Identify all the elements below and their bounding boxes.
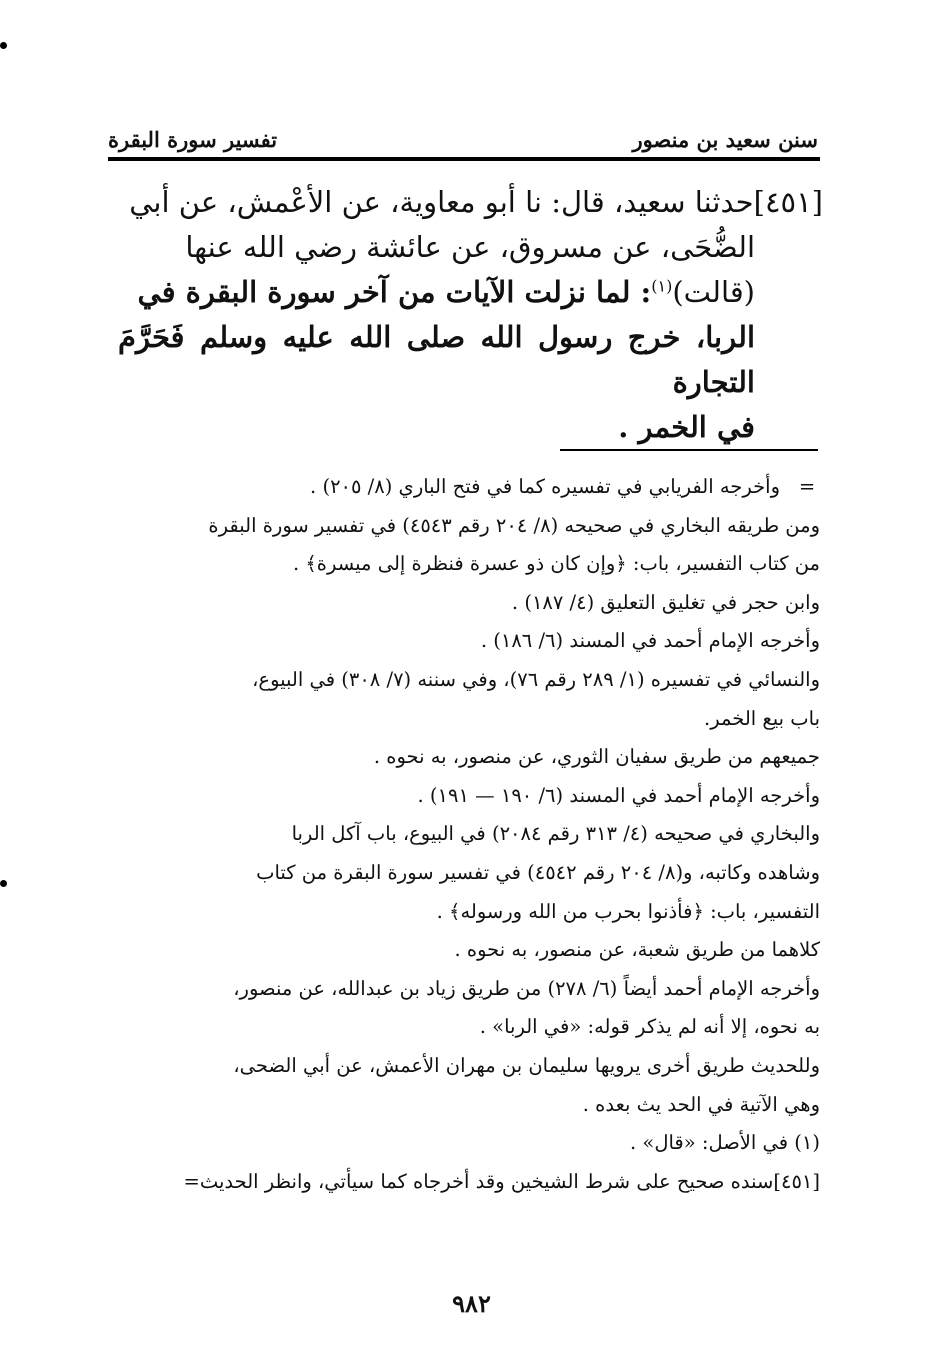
footnote-reference: (١)	[651, 276, 673, 296]
note-line: وأخرجه الفريابي في تفسيره كما في فتح الباري (٨/ ٢٠٥) .	[310, 475, 780, 498]
hadith-line-2: الضُّحَى، عن مسروق، عن عائشة رضي الله عنها	[185, 230, 755, 264]
footnotes-block	[125, 468, 820, 1201]
footnote-separator	[560, 449, 818, 451]
note-line: وأخرجه الإمام أحمد أيضاً (٦/ ٢٧٨) من طريق زياد بن عبدالله، عن منصور،	[233, 976, 820, 1000]
hadith-line-5: في الخمر .	[618, 410, 755, 444]
takhrij-notes	[125, 468, 820, 507]
note-line: وأخرجه الإمام أحمد في المسند (٦/ ١٩٠ — ١٩١) .	[417, 783, 820, 807]
note-line: كلاهما من طريق شعبة، عن منصور، به نحوه .	[454, 938, 820, 962]
continuation-mark: =	[798, 475, 816, 498]
note-line: به نحوه، إلا أنه لم يذكر قوله: «في الربا» .	[479, 1015, 820, 1039]
header-rule	[108, 157, 820, 161]
note-line: والبخاري في صحيحه (٤/ ٣١٣ رقم ٢٠٨٤) في البيوع، باب آكل الربا	[291, 822, 820, 846]
running-header	[108, 112, 818, 152]
note-line: وشاهده وكاتبه، و(٨/ ٢٠٤ رقم ٤٥٤٢) في تفسير سورة البقرة من كتاب	[256, 860, 820, 884]
footnote-1: (١) في الأصل: «قال» .	[630, 1131, 820, 1155]
note-line: وللحديث طريق أخرى يرويها سليمان بن مهران الأعمش، عن أبي الضحى،	[233, 1053, 820, 1077]
book-title: سنن سعيد بن منصور	[632, 127, 818, 152]
note-line: من كتاب التفسير، باب: ﴿وإن كان ذو عسرة فنظرة إلى ميسرة﴾ .	[292, 552, 820, 576]
chapter-title: تفسير سورة البقرة	[108, 127, 278, 152]
note-line: وابن حجر في تغليق التعليق (٤/ ١٨٧) .	[511, 590, 820, 614]
hadith-line-3: (قالت)$^{(١)}$: لما نزلت الآيات من آخر سورة البقرة في	[137, 275, 755, 309]
hadith-number: [٤٥١]	[753, 185, 823, 219]
margin-dot-top	[0, 42, 7, 49]
note-line: وهي الآتية في الحد يث بعده .	[582, 1092, 820, 1116]
hadith-line-1: [٤٥١]حدثنا سعيد، قال: نا أبو معاوية، عن الأعْمش، عن أبي	[129, 185, 823, 219]
hadith-line-4: الربا، خرج رسول الله صلى الله عليه وسلم فَحَرَّمَ التجارة	[118, 320, 755, 399]
note-line: وأخرجه الإمام أحمد في المسند (٦/ ١٨٦) .	[480, 629, 820, 653]
note-line: ومن طريقه البخاري في صحيحه (٨/ ٢٠٤ رقم ٤٥٤٣) في تفسير سورة البقرة	[208, 513, 820, 537]
grading-note: [٤٥١]سنده صحيح على شرط الشيخين وقد أخرجاه كما سيأتي، وانظر الحديث=	[183, 1169, 820, 1193]
page-number: ٩٨٢	[452, 1289, 491, 1318]
note-line: والنسائي في تفسيره (١/ ٢٨٩ رقم ٧٦)، وفي سننه (٧/ ٣٠٨) في البيوع،	[252, 667, 820, 691]
hadith-text	[118, 180, 823, 450]
note-line: باب بيع الخمر.	[704, 706, 820, 730]
note-line: جميعهم من طريق سفيان الثوري، عن منصور، به نحوه .	[373, 745, 820, 769]
note-line: التفسير، باب: ﴿فأذنوا بحرب من الله ورسوله﴾ .	[436, 899, 820, 923]
margin-dot-middle	[0, 880, 7, 887]
